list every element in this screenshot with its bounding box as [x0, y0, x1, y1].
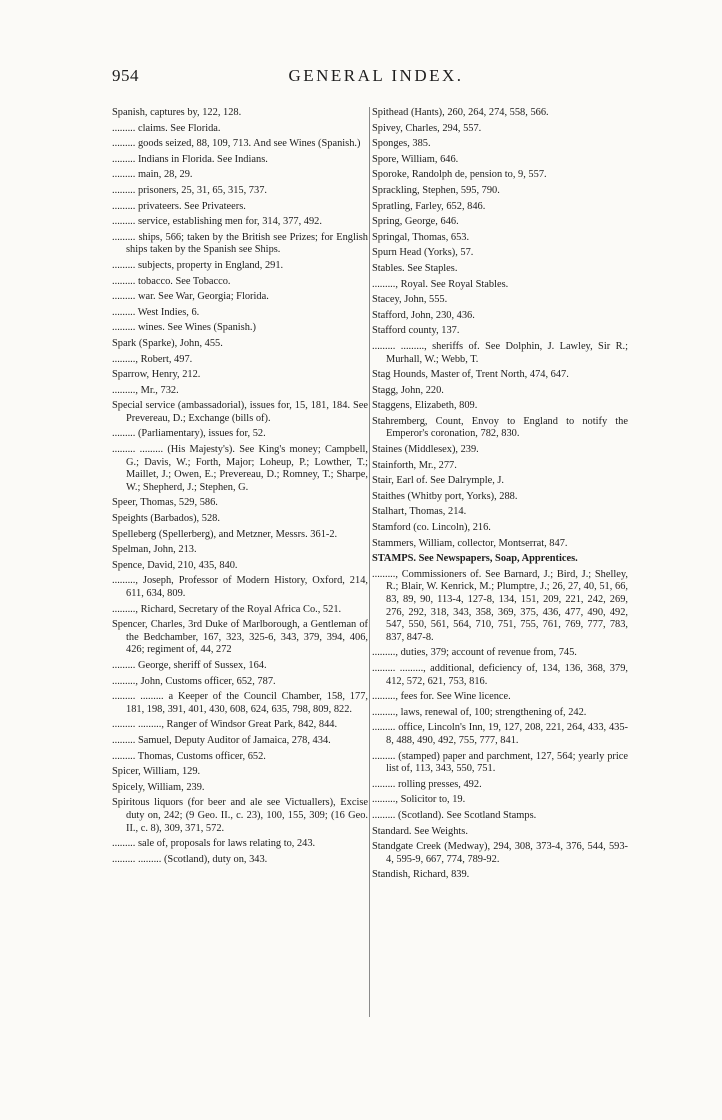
index-entry: ......... ......... (Scotland), duty on, 343. — [112, 853, 268, 865]
index-entry: ........., laws, renewal of, 100; strengthening of, 242. — [372, 706, 587, 718]
index-entry: ......... ships, 566; taken by the British see Prizes; for English ships taken by the Spanish see Ships. — [112, 231, 368, 256]
index-entry: ......... privateers. See Privateers. — [112, 200, 246, 212]
index-entry: ........., Commissioners of. See Barnard, J.; Bird, J.; Shelley, R.; Blair, W. Kenrick, M.; Plumptre, J.; 26, 27, 40, 51, 66, 83, 89, 90, 113-4, 127-8, 134, 151, 209, 221, 242, 269, 276, 292, 318, 343, 358, 369, 375, 436, 477, 490, 492, 547, 550, 561, 564, 710, 751, 755, 761, 769, 777, 783, 837, 847-8. — [372, 568, 628, 643]
index-entry: Special service (ambassadorial), issues for, 15, 181, 184. See Prevereau, D.; Exchange (bills of). — [112, 400, 368, 424]
index-entry: Spark (Sparke), John, 455. — [112, 337, 223, 349]
index-entry: ......... George, sheriff of Sussex, 164. — [112, 659, 267, 671]
index-entry: ........., Solicitor to, 19. — [372, 794, 466, 806]
index-entry: Spratling, Farley, 652, 846. — [372, 200, 486, 212]
index-entry: Stagg, John, 220. — [372, 384, 444, 396]
index-entry: Spence, David, 210, 435, 840. — [112, 559, 238, 571]
index-entry: Standard. See Weights. — [372, 825, 468, 837]
index-entry: ......... West Indies, 6. — [112, 306, 200, 318]
index-entry: ......... claims. See Florida. — [112, 122, 221, 134]
index-entry: Stalhart, Thomas, 214. — [372, 506, 467, 518]
index-entry: ........., Robert, 497. — [112, 353, 193, 365]
index-entry: Standgate Creek (Medway), 294, 308, 373-4, 376, 544, 593-4, 595-9, 667, 774, 789-92. — [372, 841, 628, 865]
index-entry: Stafford, John, 230, 436. — [372, 309, 475, 321]
index-entry: ......... prisoners, 25, 31, 65, 315, 737. — [112, 184, 267, 196]
index-entry: ........., John, Customs officer, 652, 787. — [112, 675, 276, 687]
index-entry: Sparrow, Henry, 212. — [112, 369, 201, 381]
right-column — [372, 107, 628, 885]
index-entry: Stainforth, Mr., 277. — [372, 459, 457, 471]
index-entry: Sprackling, Stephen, 595, 790. — [372, 184, 500, 196]
index-entry: ......... subjects, property in England, 291. — [112, 259, 284, 271]
index-entry: Spithead (Hants), 260, 264, 274, 558, 566. — [372, 107, 549, 118]
index-entry: Speights (Barbados), 528. — [112, 513, 220, 525]
index-entry: ......... war. See War, Georgia; Florida. — [112, 291, 269, 303]
index-entry: Stair, Earl of. See Dalrymple, J. — [372, 475, 505, 487]
index-entry: Staithes (Whitby port, Yorks), 288. — [372, 490, 518, 502]
index-entry: Stahremberg, Count, Envoy to England to notify the Emperor's coronation, 782, 830. — [372, 415, 628, 440]
index-entry: Spicer, William, 129. — [112, 766, 201, 778]
index-entry: Spurn Head (Yorks), 57. — [372, 247, 474, 259]
index-entry: ......... Thomas, Customs officer, 652. — [112, 750, 266, 762]
index-entry: ........., Mr., 732. — [112, 384, 179, 396]
index-entry: Spore, William, 646. — [372, 153, 459, 165]
index-entry: ......... ........., additional, deficiency of, 134, 136, 368, 379, 412, 572, 621, 753, 816. — [372, 662, 628, 687]
left-column — [112, 107, 368, 869]
index-entry: ......... ........., sheriffs of. See Dolphin, J. Lawley, Sir R.; Murhall, W.; Webb, T. — [372, 340, 628, 365]
index-entry: ......... wines. See Wines (Spanish.) — [112, 322, 256, 334]
index-entry: ......... ......... a Keeper of the Council Chamber, 158, 177, 181, 198, 391, 401, 430, 608, 624, 635, 798, 809, 822. — [112, 691, 368, 715]
index-entry: ......... ......... (His Majesty's). See King's money; Campbell, G.; Davis, W.; Forth, Major; Loheup, P.; Lowther, T.; Maillet, J.; Owen, E.; Prevereau, D.; Romney, T.; Sharpe, W.; Shepherd, J.; Stephen, G. — [112, 444, 368, 493]
index-entry: Spencer, Charles, 3rd Duke of Marlborough, a Gentleman of the Bedchamber, 167, 323, 325-6, 343, 379, 394, 406, 426; regiment of, 44, 272 — [112, 619, 368, 656]
column-divider — [369, 107, 370, 1017]
index-entry: Speer, Thomas, 529, 586. — [112, 497, 218, 509]
index-entry: Staggens, Elizabeth, 809. — [372, 400, 478, 412]
index-entry: ......... main, 28, 29. — [112, 169, 193, 181]
index-entry: ......... (Scotland). See Scotland Stamps. — [372, 809, 537, 821]
index-entry: Spivey, Charles, 294, 557. — [372, 122, 482, 134]
index-entry: ......... office, Lincoln's Inn, 19, 127, 208, 221, 264, 433, 435-8, 488, 490, 492, 755, 777, 841. — [372, 722, 628, 746]
index-entry: Spelleberg (Spellerberg), and Metzner, Messrs. 361-2. — [112, 528, 338, 540]
index-entry: Spiritous liquors (for beer and ale see Victuallers), Excise duty on, 242; (9 Geo. II., c. 23), 100, 155, 309; (16 Geo. II., c. 8), 309, 371, 572. — [112, 797, 368, 834]
index-entry: ........., Royal. See Royal Stables. — [372, 278, 509, 290]
index-entry: Spring, George, 646. — [372, 216, 459, 228]
page-number: 954 — [112, 66, 139, 85]
index-entry: STAMPS. See Newspapers, Soap, Apprentices. — [372, 553, 578, 565]
index-entry: ......... service, establishing men for, 314, 377, 492. — [112, 216, 322, 228]
index-entry: Standish, Richard, 839. — [372, 869, 470, 881]
index-entry: ......... goods seized, 88, 109, 713. And see Wines (Spanish.) — [112, 138, 361, 150]
index-entry: Stables. See Staples. — [372, 262, 458, 274]
index-entry: ........., fees for. See Wine licence. — [372, 691, 511, 703]
index-entry: Sporoke, Randolph de, pension to, 9, 557. — [372, 169, 547, 181]
index-columns — [112, 107, 640, 1027]
index-entry: Springal, Thomas, 653. — [372, 231, 470, 243]
index-entry: ......... Samuel, Deputy Auditor of Jamaica, 278, 434. — [112, 734, 331, 746]
page-header — [112, 66, 640, 90]
index-entry: ......... rolling presses, 492. — [372, 778, 482, 790]
index-entry: Stammers, William, collector, Montserrat, 847. — [372, 537, 568, 549]
index-entry: Spicely, William, 239. — [112, 781, 205, 793]
index-entry: Stag Hounds, Master of, Trent North, 474, 647. — [372, 369, 569, 381]
index-entry: ......... ........., Ranger of Windsor Great Park, 842, 844. — [112, 719, 338, 731]
index-entry: ........., Joseph, Professor of Modern History, Oxford, 214, 611, 634, 809. — [112, 575, 368, 599]
index-entry: ......... Indians in Florida. See Indians. — [112, 153, 268, 165]
index-entry: Spanish, captures by, 122, 128. — [112, 107, 242, 118]
page-title: GENERAL INDEX. — [288, 66, 464, 85]
index-entry: Staines (Middlesex), 239. — [372, 444, 479, 456]
index-entry: ........., duties, 379; account of revenue from, 745. — [372, 647, 577, 659]
index-entry: Stafford county, 137. — [372, 325, 460, 337]
index-entry: ......... (stamped) paper and parchment, 127, 564; yearly price list of, 113, 343, 550, 751. — [372, 750, 628, 775]
index-entry: Stamford (co. Lincoln), 216. — [372, 522, 491, 534]
index-entry: Spelman, John, 213. — [112, 544, 197, 556]
index-entry: Sponges, 385. — [372, 138, 431, 150]
index-entry: ......... (Parliamentary), issues for, 52. — [112, 428, 266, 440]
index-entry: ......... sale of, proposals for laws relating to, 243. — [112, 838, 316, 850]
index-entry: ........., Richard, Secretary of the Royal Africa Co., 521. — [112, 603, 342, 615]
index-entry: Stacey, John, 555. — [372, 294, 448, 306]
index-entry: ......... tobacco. See Tobacco. — [112, 275, 231, 287]
